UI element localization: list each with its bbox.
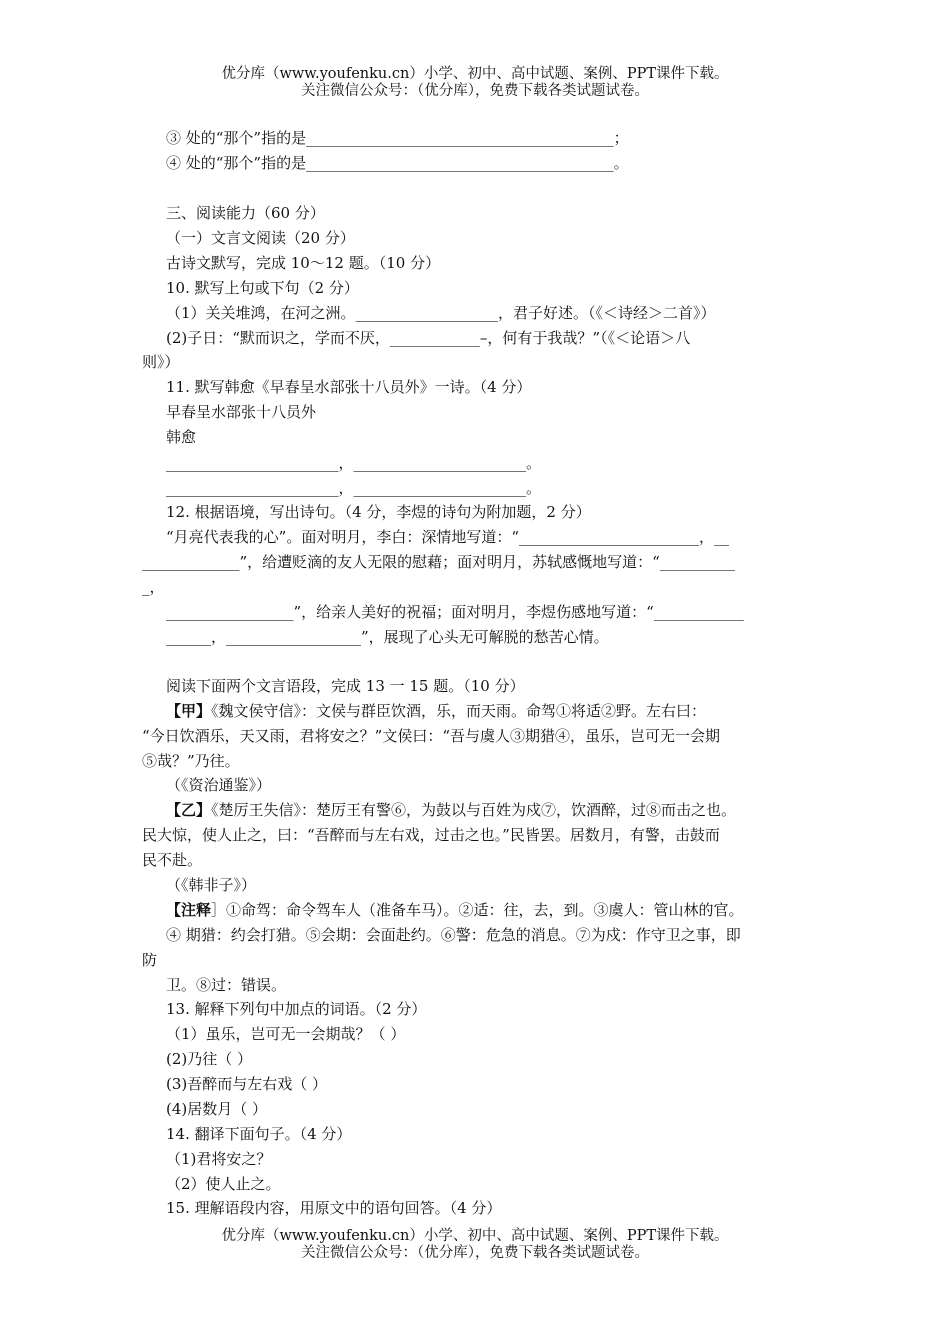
passage-yi-source: （《韩非子》） (166, 876, 257, 894)
annotation-line-3: 防 (142, 951, 158, 969)
question-15: 15. 理解语段内容，用原文中的语句回答。（4 分） (166, 1199, 502, 1217)
header-line-2: 关注微信公众号：（优分库），免费下载各类试题试卷。 (301, 83, 649, 99)
question-13-3: (3)吾醉而与左右戏（ ） (166, 1075, 328, 1093)
question-13-1: （1）虽乐，岂可无一会期哉？（ ） (166, 1025, 406, 1043)
question-11: 11. 默写韩愈《早春呈水部张十八员外》一诗。（4 分） (166, 378, 532, 396)
question-13: 13. 解释下列句中加点的词语。（2 分） (166, 1000, 427, 1018)
q3-blank-line: ③ 处的“那个”指的是_________________________________________； (166, 129, 629, 147)
passage-jia-line-1 (166, 701, 706, 721)
question-14-1: （1)君将安之？ (166, 1150, 272, 1168)
question-10: 10. 默写上句或下句（2 分） (166, 279, 359, 297)
annotation-line-4: 卫。⑧过：错误。 (166, 976, 287, 994)
annotation-line-1 (166, 900, 744, 920)
passage-yi-text: 《楚厉王失信》：楚厉王有警⑥，为鼓以与百姓为戍⑦，饮酒醉，过⑧而击之也。 (211, 801, 737, 819)
passage-yi-line-2: 民大惊，使人止之，曰：“吾醉而与左右戏，过击之也。”民皆罢。居数月，有警，击鼓而 (142, 826, 720, 844)
poem-blank-line-1: _______________________，_______________________。 (166, 454, 542, 472)
question-10-2: (2)子日：“默而识之，学而不厌，____________–，何有于我哉？”（《＜论语＞八 (166, 329, 691, 347)
passage-jia-line-2: “今日饮酒乐，天又雨，君将安之？”文侯曰：“吾与虞人③期猎④，虽乐，岂可无一会期 (142, 727, 721, 745)
page-header (0, 66, 950, 100)
poem-author: 韩愈 (166, 428, 197, 446)
passage-yi-tag: 【乙】 (166, 801, 212, 819)
question-10-2-cont: 则》） (142, 353, 180, 371)
passage-yi-line-1 (166, 800, 736, 820)
passage-jia-tag: 【甲】 (166, 702, 212, 720)
question-12-line-1: “月亮代表我的心”。面对明月，李白：深情地写道：“________________________，__ (166, 528, 730, 546)
passage-yi-line-3: 民不赴。 (142, 851, 203, 869)
footer-line-2: 关注微信公众号：（优分库），免费下载各类试题试卷。 (301, 1245, 649, 1261)
poem-blank-line-2: _______________________，_______________________。 (166, 479, 542, 497)
question-13-2: (2)乃往（ ） (166, 1050, 253, 1068)
poem-section-intro: 古诗文默写，完成 10～12 题。（10 分） (166, 254, 441, 272)
question-14-2: （2）使人止之。 (166, 1175, 281, 1193)
reading-intro: 阅读下面两个文言语段，完成 13 一 15 题。（10 分） (166, 677, 525, 695)
footer-line-1: 优分库（www.youfenku.cn）小学、初中、高中试题、案例、PPT课件下载。 (221, 1228, 729, 1244)
page-footer (0, 1228, 950, 1262)
annotation-text: ］①命驾：命令驾车人（准备车马）。②适：往，去，到。③虞人：管山林的官。 (211, 901, 744, 919)
poem-title: 早春呈水部张十八员外 (166, 403, 317, 421)
annotation-line-2: ④ 期猎：约会打猎。⑤会期：会面赴约。⑥警：危急的消息。⑦为戍：作守卫之事，即 (166, 926, 741, 944)
passage-jia-line-3: ⑤哉？”乃往。 (142, 752, 240, 770)
question-12: 12. 根据语境，写出诗句。（4 分，李煜的诗句为附加题，2 分） (166, 503, 591, 521)
section-3-heading: 三、阅读能力（60 分） (166, 204, 325, 222)
question-13-4: (4)居数月（ ） (166, 1100, 268, 1118)
question-12-line-5: ______，__________________”，展现了心头无可解脱的愁苦心情。 (166, 628, 609, 646)
passage-jia-source: （《资治通鉴》） (166, 776, 272, 794)
question-14: 14. 翻译下面句子。（4 分） (166, 1125, 352, 1143)
subsection-1-heading: （一）文言文阅读（20 分） (166, 229, 355, 247)
annotation-tag: 【注释 (166, 901, 212, 919)
question-12-line-2: _____________”，给遭贬滴的友人无限的慰藉；面对明月，苏轼感慨地写道：“__________ (142, 553, 735, 571)
question-12-line-3: _， (142, 578, 165, 596)
passage-jia-text: 《魏文侯守信》：文侯与群臣饮酒，乐，而天雨。命驾①将适②野。左右曰： (211, 702, 707, 720)
q4-blank-line: ④ 处的“那个”指的是_________________________________________。 (166, 154, 629, 172)
question-10-1: （1）关关堆鸿，在河之洲。___________________，君子好述。（《＜诗经＞二首》） (166, 304, 716, 322)
header-line-1: 优分库（www.youfenku.cn）小学、初中、高中试题、案例、PPT课件下载。 (221, 66, 729, 82)
question-12-line-4: _________________”，给亲人美好的祝福；面对明月，李煜伤感地写道：“____________ (166, 603, 744, 621)
